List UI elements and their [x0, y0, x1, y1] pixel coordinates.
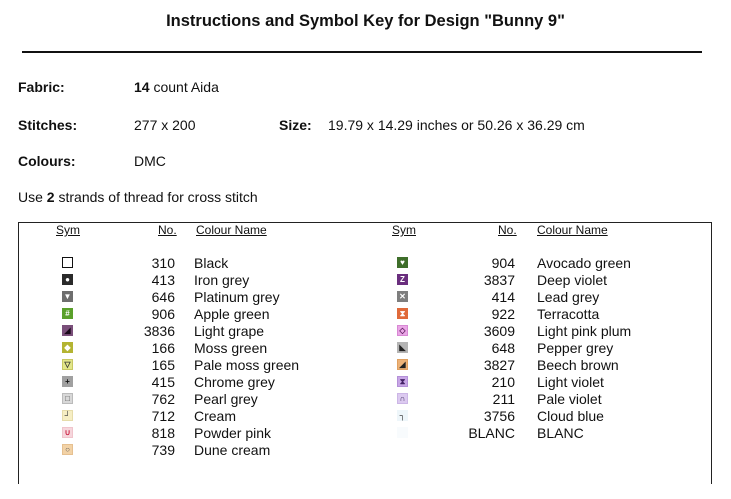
dmc-number: 211 [492, 391, 515, 407]
colour-name: Light grape [194, 323, 265, 339]
colour-name: Pearl grey [194, 391, 258, 407]
strands-count: 2 [46, 189, 55, 205]
colour-name: Powder pink [194, 425, 272, 441]
corner-triangle-icon: ◣ [397, 342, 408, 353]
colour-name: Chrome grey [194, 374, 275, 390]
colour-name: Pepper grey [537, 340, 614, 356]
plus-icon: + [62, 376, 73, 387]
dmc-number: 310 [151, 255, 175, 271]
down-triangle-icon: ▼ [63, 291, 72, 301]
no-header-left: No. [158, 223, 177, 237]
colour-name: Platinum grey [194, 289, 280, 305]
colour-name: Light violet [537, 374, 604, 390]
diamond-icon: ◆ [62, 342, 73, 353]
dmc-number: 3837 [483, 272, 515, 288]
corner-triangle-icon: ◢ [397, 359, 408, 370]
corner-bracket-icon: ┐ [397, 410, 408, 421]
sym-header-left: Sym [56, 223, 80, 237]
ring-icon: ○ [62, 444, 73, 455]
dmc-number: 712 [151, 408, 175, 424]
strands-instruction [18, 189, 258, 205]
fabric-value [134, 79, 219, 95]
dmc-number: BLANC [468, 425, 515, 441]
corner-bracket-icon: ┘ [62, 410, 73, 421]
colour-name: Beech brown [537, 357, 619, 373]
colour-name: Cloud blue [537, 408, 604, 424]
dmc-number: 166 [151, 340, 175, 356]
colour-name: Lead grey [537, 289, 600, 305]
dmc-number: 646 [151, 289, 175, 305]
name-header-left: Colour Name [196, 223, 267, 237]
dmc-number: 818 [151, 425, 175, 441]
outline-triangle-icon: ▽ [62, 359, 73, 370]
dmc-number: 3609 [483, 323, 515, 339]
dmc-number: 922 [491, 306, 515, 322]
colour-name: BLANC [537, 425, 584, 441]
colour-name: Apple green [194, 306, 270, 322]
dmc-number: 414 [491, 289, 515, 305]
corner-triangle-icon: ◢ [62, 325, 73, 336]
dmc-number: 904 [491, 255, 515, 271]
dmc-number: 415 [151, 374, 175, 390]
inner-square-icon: □ [62, 393, 73, 404]
blank-icon [397, 427, 408, 438]
colour-name: Terracotta [537, 306, 600, 322]
dmc-number: 3756 [483, 408, 515, 424]
title-divider [22, 51, 702, 53]
circle-icon: ● [62, 274, 73, 285]
hash-icon: # [62, 308, 73, 319]
page-title: Instructions and Symbol Key for Design "Bunny 9" [166, 12, 565, 30]
dmc-number: 165 [151, 357, 175, 373]
letter-z-icon: Z [397, 274, 408, 285]
dmc-number: 3836 [143, 323, 175, 339]
fabric-label: Fabric: [18, 79, 65, 95]
open-square-icon [62, 257, 73, 268]
dmc-number: 648 [491, 340, 515, 356]
dmc-number: 906 [151, 306, 175, 322]
colour-name: Moss green [194, 340, 268, 356]
stitches-label: Stitches: [18, 117, 78, 133]
colours-value: DMC [134, 153, 166, 169]
colour-name: Pale violet [537, 391, 602, 407]
cup-icon: ∪ [62, 427, 73, 438]
x-icon: ✕ [397, 291, 408, 302]
hourglass-icon: ⧗ [397, 308, 408, 319]
dmc-number: 739 [151, 442, 175, 458]
colours-label: Colours: [18, 153, 76, 169]
hourglass-icon: ⧗ [397, 376, 408, 387]
colour-name: Dune cream [194, 442, 271, 458]
diamond-outline-icon: ◇ [397, 325, 408, 336]
dmc-number: 3827 [483, 357, 515, 373]
name-header-right: Colour Name [537, 223, 608, 237]
colour-name: Avocado green [537, 255, 631, 271]
colour-name: Deep violet [537, 272, 608, 288]
dmc-number: 762 [151, 391, 175, 407]
dmc-number: 210 [491, 374, 515, 390]
stitches-value: 277 x 200 [134, 117, 196, 133]
size-value: 19.79 x 14.29 inches or 50.26 x 36.29 cm [328, 117, 585, 133]
heart-icon: ♥ [397, 257, 408, 268]
strands-pre: Use [18, 189, 43, 205]
fabric-type: count Aida [153, 79, 219, 95]
sym-header-right: Sym [392, 223, 416, 237]
dmc-number: 413 [151, 272, 175, 288]
size-label: Size: [279, 117, 312, 133]
fabric-count: 14 [134, 79, 150, 95]
colour-name: Cream [194, 408, 237, 424]
arch-icon: ∩ [397, 393, 408, 404]
strands-post: strands of thread for cross stitch [58, 189, 258, 205]
colour-name: Pale moss green [194, 357, 300, 373]
colour-name: Black [194, 255, 229, 271]
no-header-right: No. [498, 223, 517, 237]
colour-name: Light pink plum [537, 323, 632, 339]
colour-name: Iron grey [194, 272, 250, 288]
